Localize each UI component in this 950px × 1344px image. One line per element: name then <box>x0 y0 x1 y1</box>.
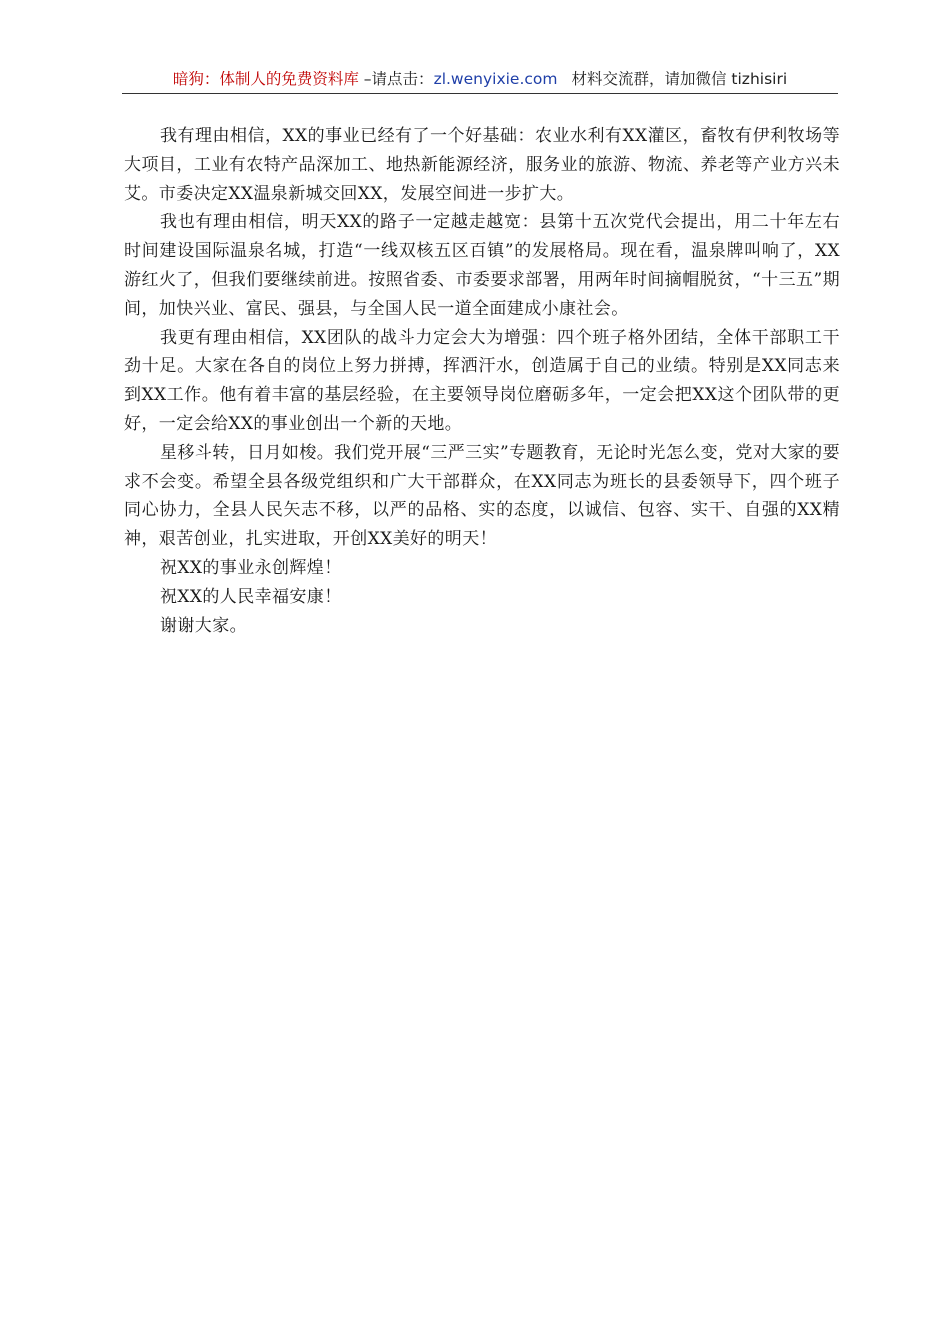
closing-wish-1: 祝XX的事业永创辉煌！ <box>160 557 342 578</box>
paragraph-2: 我也有理由相信，明天XX的路子一定越走越宽：县第十五次党代会提出，用二十年左右时间建设国际温泉名城，打造“一线双核五区百镇”的发展格局。现在看，温泉牌叫响了，XX游红火了，但我们要继续前进。按照省委、市委要求部署，用两年时间摘帽脱贫，“十三五”期间，加快兴业、富民、强县，与全国人民一道全面建成小康社会。 <box>124 212 840 319</box>
closing-wish-2: 祝XX的人民幸福安康！ <box>160 586 342 607</box>
header-brand: 暗狗：体制人的免费资料库 <box>172 70 359 88</box>
paragraph-4: 星移斗转，日月如梭。我们党开展“三严三实”专题教育，无论时光怎么变，党对大家的要求不会变。希望全县各级党组织和广大干部群众，在XX同志为班长的县委领导下，四个班子同心协力，全县人民矢志不移，以严的品格、实的态度，以诚信、包容、实干、自强的XX精神，艰苦创业，扎实进取，开创XX美好的明天！ <box>124 442 840 550</box>
document-body <box>124 122 840 640</box>
paragraph-3: 我更有理由相信，XX团队的战斗力定会大为增强：四个班子格外团结，全体干部职工干劲十足。大家在各自的岗位上努力拼搏，挥洒汗水，创造属于自己的业绩。特别是XX同志来到XX工作。他有着丰富的基层经验，在主要领导岗位磨砺多年，一定会把XX这个团队带的更好，一定会给XX的事业创出一个新的天地。 <box>124 327 840 434</box>
page-header <box>122 66 838 94</box>
header-prompt: –请点击： <box>358 70 434 88</box>
closing-thanks: 谢谢大家。 <box>160 615 247 636</box>
paragraph-1: 我有理由相信，XX的事业已经有了一个好基础：农业水利有XX灌区，畜牧有伊利牧场等大项目，工业有农特产品深加工、地热新能源经济，服务业的旅游、物流、养老等产业方兴未艾。市委决定XX温泉新城交回XX，发展空间进一步扩大。 <box>124 126 840 204</box>
header-wechat-note: 材料交流群，请加微信 tizhisiri <box>571 70 788 88</box>
header-link[interactable]: zl.wenyixie.com <box>433 70 558 88</box>
